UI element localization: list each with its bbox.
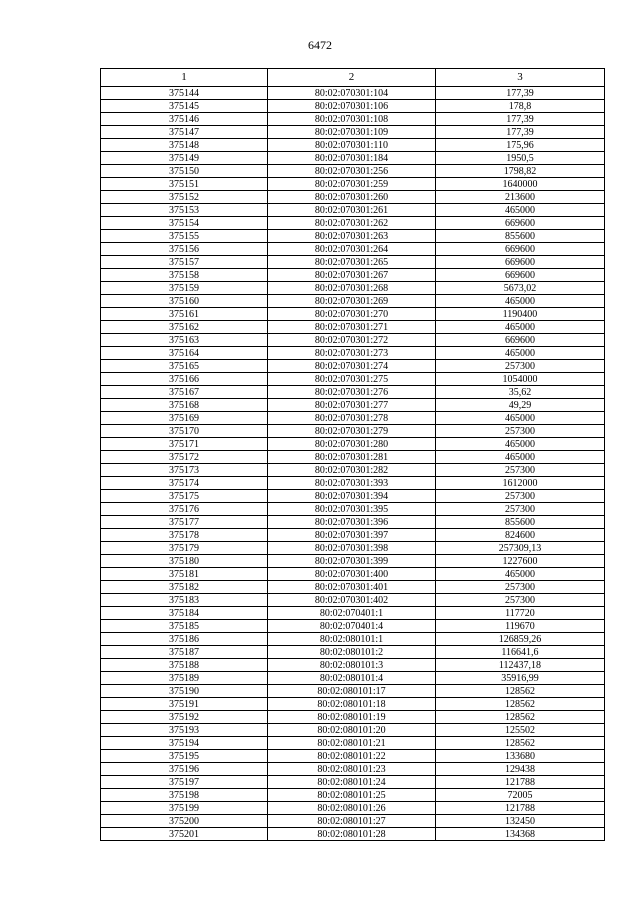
value-cell: 121788 [436, 776, 605, 789]
value-cell: 134368 [436, 828, 605, 841]
value-cell: 125502 [436, 724, 605, 737]
cadastral-number-cell: 80:02:070301:281 [268, 451, 436, 464]
cadastral-number-cell: 80:02:070301:402 [268, 594, 436, 607]
table-row [101, 191, 605, 204]
cadastral-number-cell: 80:02:080101:23 [268, 763, 436, 776]
cadastral-number-cell: 80:02:070301:395 [268, 503, 436, 516]
column-header-3: 3 [436, 69, 605, 87]
cadastral-number-cell: 80:02:070301:279 [268, 425, 436, 438]
table-row [101, 555, 605, 568]
cadastral-number-cell: 80:02:070301:110 [268, 139, 436, 152]
column-header-1: 1 [101, 69, 268, 87]
record-number-cell: 375145 [101, 100, 268, 113]
cadastral-number-cell: 80:02:070301:104 [268, 87, 436, 100]
table-row [101, 230, 605, 243]
value-cell: 257300 [436, 425, 605, 438]
cadastral-number-cell: 80:02:070301:108 [268, 113, 436, 126]
table-row [101, 724, 605, 737]
table-row [101, 646, 605, 659]
cadastral-number-cell: 80:02:070301:399 [268, 555, 436, 568]
value-cell: 132450 [436, 815, 605, 828]
cadastral-number-cell: 80:02:070301:106 [268, 100, 436, 113]
record-number-cell: 375160 [101, 295, 268, 308]
table-row [101, 711, 605, 724]
table-row [101, 529, 605, 542]
table-body [101, 87, 605, 841]
record-number-cell: 375198 [101, 789, 268, 802]
table-row [101, 776, 605, 789]
record-number-cell: 375186 [101, 633, 268, 646]
record-number-cell: 375146 [101, 113, 268, 126]
table-row [101, 685, 605, 698]
value-cell: 35,62 [436, 386, 605, 399]
record-number-cell: 375185 [101, 620, 268, 633]
value-cell: 1612000 [436, 477, 605, 490]
value-cell: 257309,13 [436, 542, 605, 555]
cadastral-number-cell: 80:02:070301:278 [268, 412, 436, 425]
table-row [101, 139, 605, 152]
cadastral-number-cell: 80:02:070301:264 [268, 243, 436, 256]
record-number-cell: 375155 [101, 230, 268, 243]
cadastral-number-cell: 80:02:080101:20 [268, 724, 436, 737]
table-row [101, 386, 605, 399]
value-cell: 669600 [436, 243, 605, 256]
cadastral-number-cell: 80:02:070301:393 [268, 477, 436, 490]
table-row [101, 113, 605, 126]
value-cell: 465000 [436, 321, 605, 334]
record-number-cell: 375195 [101, 750, 268, 763]
table-row [101, 425, 605, 438]
record-number-cell: 375166 [101, 373, 268, 386]
table-row [101, 802, 605, 815]
value-cell: 1227600 [436, 555, 605, 568]
cadastral-number-cell: 80:02:070301:396 [268, 516, 436, 529]
record-number-cell: 375162 [101, 321, 268, 334]
table-row [101, 516, 605, 529]
value-cell: 128562 [436, 737, 605, 750]
record-number-cell: 375159 [101, 282, 268, 295]
value-cell: 5673,02 [436, 282, 605, 295]
record-number-cell: 375177 [101, 516, 268, 529]
record-number-cell: 375200 [101, 815, 268, 828]
value-cell: 1798,82 [436, 165, 605, 178]
table-row [101, 334, 605, 347]
value-cell: 178,8 [436, 100, 605, 113]
table-row [101, 100, 605, 113]
cadastral-number-cell: 80:02:080101:22 [268, 750, 436, 763]
table-row [101, 594, 605, 607]
value-cell: 669600 [436, 269, 605, 282]
cadastral-number-cell: 80:02:070301:268 [268, 282, 436, 295]
cadastral-number-cell: 80:02:070401:1 [268, 607, 436, 620]
table-row [101, 451, 605, 464]
record-number-cell: 375196 [101, 763, 268, 776]
table-row [101, 165, 605, 178]
table-row [101, 152, 605, 165]
cadastral-number-cell: 80:02:070301:397 [268, 529, 436, 542]
cadastral-number-cell: 80:02:070401:4 [268, 620, 436, 633]
table-row [101, 698, 605, 711]
record-number-cell: 375164 [101, 347, 268, 360]
record-number-cell: 375189 [101, 672, 268, 685]
record-number-cell: 375156 [101, 243, 268, 256]
record-number-cell: 375173 [101, 464, 268, 477]
value-cell: 669600 [436, 334, 605, 347]
cadastral-number-cell: 80:02:080101:21 [268, 737, 436, 750]
cadastral-number-cell: 80:02:070301:276 [268, 386, 436, 399]
record-number-cell: 375154 [101, 217, 268, 230]
value-cell: 824600 [436, 529, 605, 542]
cadastral-number-cell: 80:02:080101:1 [268, 633, 436, 646]
cadastral-number-cell: 80:02:070301:261 [268, 204, 436, 217]
value-cell: 117720 [436, 607, 605, 620]
cadastral-number-cell: 80:02:070301:274 [268, 360, 436, 373]
cadastral-number-cell: 80:02:070301:282 [268, 464, 436, 477]
cadastral-number-cell: 80:02:070301:275 [268, 373, 436, 386]
value-cell: 257300 [436, 464, 605, 477]
value-cell: 126859,26 [436, 633, 605, 646]
table-row [101, 620, 605, 633]
value-cell: 465000 [436, 204, 605, 217]
record-number-cell: 375190 [101, 685, 268, 698]
value-cell: 128562 [436, 685, 605, 698]
record-number-cell: 375201 [101, 828, 268, 841]
record-number-cell: 375161 [101, 308, 268, 321]
cadastral-number-cell: 80:02:070301:262 [268, 217, 436, 230]
value-cell: 129438 [436, 763, 605, 776]
table-row [101, 568, 605, 581]
record-number-cell: 375193 [101, 724, 268, 737]
table-row [101, 360, 605, 373]
table-row [101, 87, 605, 100]
record-number-cell: 375151 [101, 178, 268, 191]
table-row [101, 295, 605, 308]
cadastral-number-cell: 80:02:070301:272 [268, 334, 436, 347]
record-number-cell: 375169 [101, 412, 268, 425]
cadastral-number-cell: 80:02:070301:256 [268, 165, 436, 178]
table-row [101, 204, 605, 217]
cadastral-number-cell: 80:02:070301:394 [268, 490, 436, 503]
table-row [101, 542, 605, 555]
value-cell: 855600 [436, 516, 605, 529]
value-cell: 175,96 [436, 139, 605, 152]
value-cell: 121788 [436, 802, 605, 815]
record-number-cell: 375147 [101, 126, 268, 139]
table-row [101, 503, 605, 516]
cadastral-number-cell: 80:02:070301:400 [268, 568, 436, 581]
record-number-cell: 375172 [101, 451, 268, 464]
cadastral-number-cell: 80:02:080101:4 [268, 672, 436, 685]
table-row [101, 659, 605, 672]
value-cell: 119670 [436, 620, 605, 633]
cadastral-number-cell: 80:02:070301:109 [268, 126, 436, 139]
record-number-cell: 375199 [101, 802, 268, 815]
cadastral-number-cell: 80:02:070301:263 [268, 230, 436, 243]
record-number-cell: 375148 [101, 139, 268, 152]
cadastral-number-cell: 80:02:070301:184 [268, 152, 436, 165]
record-number-cell: 375167 [101, 386, 268, 399]
table-row [101, 412, 605, 425]
value-cell: 669600 [436, 256, 605, 269]
table-row [101, 477, 605, 490]
table-row [101, 438, 605, 451]
cadastral-number-cell: 80:02:080101:17 [268, 685, 436, 698]
value-cell: 465000 [436, 347, 605, 360]
table-row [101, 373, 605, 386]
value-cell: 465000 [436, 295, 605, 308]
value-cell: 72005 [436, 789, 605, 802]
value-cell: 465000 [436, 568, 605, 581]
cadastral-number-cell: 80:02:070301:267 [268, 269, 436, 282]
record-number-cell: 375144 [101, 87, 268, 100]
table-row [101, 490, 605, 503]
record-number-cell: 375176 [101, 503, 268, 516]
cadastral-number-cell: 80:02:080101:25 [268, 789, 436, 802]
cadastral-number-cell: 80:02:080101:18 [268, 698, 436, 711]
record-number-cell: 375191 [101, 698, 268, 711]
value-cell: 128562 [436, 711, 605, 724]
cadastral-number-cell: 80:02:070301:280 [268, 438, 436, 451]
cadastral-number-cell: 80:02:080101:26 [268, 802, 436, 815]
value-cell: 257300 [436, 490, 605, 503]
record-number-cell: 375150 [101, 165, 268, 178]
record-number-cell: 375152 [101, 191, 268, 204]
table-row [101, 789, 605, 802]
table-row [101, 178, 605, 191]
value-cell: 465000 [436, 451, 605, 464]
cadastral-number-cell: 80:02:070301:398 [268, 542, 436, 555]
value-cell: 49,29 [436, 399, 605, 412]
value-cell: 35916,99 [436, 672, 605, 685]
record-number-cell: 375181 [101, 568, 268, 581]
cadastral-number-cell: 80:02:080101:2 [268, 646, 436, 659]
record-number-cell: 375197 [101, 776, 268, 789]
record-number-cell: 375178 [101, 529, 268, 542]
value-cell: 669600 [436, 217, 605, 230]
record-number-cell: 375153 [101, 204, 268, 217]
cadastral-number-cell: 80:02:080101:3 [268, 659, 436, 672]
record-number-cell: 375158 [101, 269, 268, 282]
record-number-cell: 375165 [101, 360, 268, 373]
record-number-cell: 375184 [101, 607, 268, 620]
cadastral-number-cell: 80:02:080101:28 [268, 828, 436, 841]
cadastral-number-cell: 80:02:070301:273 [268, 347, 436, 360]
record-number-cell: 375174 [101, 477, 268, 490]
record-number-cell: 375168 [101, 399, 268, 412]
table-row [101, 126, 605, 139]
page-number: 6472 [308, 38, 332, 52]
record-number-cell: 375188 [101, 659, 268, 672]
table-row [101, 399, 605, 412]
cadastral-number-cell: 80:02:070301:270 [268, 308, 436, 321]
value-cell: 257300 [436, 594, 605, 607]
value-cell: 257300 [436, 360, 605, 373]
table-row [101, 672, 605, 685]
table-row [101, 217, 605, 230]
table-row [101, 763, 605, 776]
value-cell: 177,39 [436, 126, 605, 139]
value-cell: 465000 [436, 412, 605, 425]
table-row [101, 607, 605, 620]
table-row [101, 828, 605, 841]
cadastral-number-cell: 80:02:070301:271 [268, 321, 436, 334]
record-number-cell: 375163 [101, 334, 268, 347]
data-table [100, 68, 605, 841]
record-number-cell: 375175 [101, 490, 268, 503]
record-number-cell: 375183 [101, 594, 268, 607]
cadastral-number-cell: 80:02:080101:24 [268, 776, 436, 789]
table-row [101, 581, 605, 594]
cadastral-number-cell: 80:02:070301:277 [268, 399, 436, 412]
value-cell: 1950,5 [436, 152, 605, 165]
value-cell: 213600 [436, 191, 605, 204]
value-cell: 257300 [436, 581, 605, 594]
table-row [101, 737, 605, 750]
value-cell: 177,39 [436, 87, 605, 100]
value-cell: 177,39 [436, 113, 605, 126]
value-cell: 133680 [436, 750, 605, 763]
cadastral-number-cell: 80:02:080101:19 [268, 711, 436, 724]
cadastral-number-cell: 80:02:070301:269 [268, 295, 436, 308]
value-cell: 116641,6 [436, 646, 605, 659]
value-cell: 855600 [436, 230, 605, 243]
record-number-cell: 375187 [101, 646, 268, 659]
table-row [101, 464, 605, 477]
value-cell: 1190400 [436, 308, 605, 321]
table-row [101, 269, 605, 282]
cadastral-number-cell: 80:02:080101:27 [268, 815, 436, 828]
record-number-cell: 375149 [101, 152, 268, 165]
cadastral-number-cell: 80:02:070301:259 [268, 178, 436, 191]
value-cell: 128562 [436, 698, 605, 711]
table-header-row [101, 69, 605, 87]
table-row [101, 282, 605, 295]
table-row [101, 815, 605, 828]
record-number-cell: 375170 [101, 425, 268, 438]
record-number-cell: 375171 [101, 438, 268, 451]
table-row [101, 321, 605, 334]
cadastral-number-cell: 80:02:070301:260 [268, 191, 436, 204]
value-cell: 112437,18 [436, 659, 605, 672]
cadastral-number-cell: 80:02:070301:401 [268, 581, 436, 594]
value-cell: 465000 [436, 438, 605, 451]
record-number-cell: 375157 [101, 256, 268, 269]
value-cell: 1640000 [436, 178, 605, 191]
table-row [101, 347, 605, 360]
table-row [101, 243, 605, 256]
record-number-cell: 375179 [101, 542, 268, 555]
value-cell: 257300 [436, 503, 605, 516]
cadastral-number-cell: 80:02:070301:265 [268, 256, 436, 269]
column-header-2: 2 [268, 69, 436, 87]
table-row [101, 750, 605, 763]
record-number-cell: 375180 [101, 555, 268, 568]
record-number-cell: 375182 [101, 581, 268, 594]
table-row [101, 633, 605, 646]
record-number-cell: 375194 [101, 737, 268, 750]
table-row [101, 256, 605, 269]
value-cell: 1054000 [436, 373, 605, 386]
table-row [101, 308, 605, 321]
record-number-cell: 375192 [101, 711, 268, 724]
